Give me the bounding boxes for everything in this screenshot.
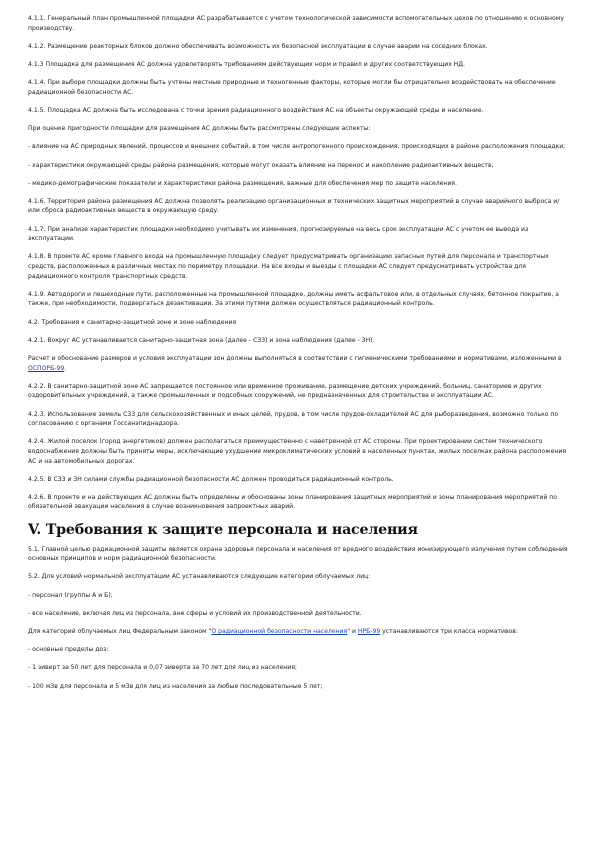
radiation-safety-law-link[interactable]: О радиационной безопасности населения	[211, 628, 348, 635]
para-4-2-4: 4.2.4. Жилой поселок (город энергетиков) должен располагаться преимущественно с наветренной от АС стороны. При проектировании систем технического водоснабжения должны быть приняты меры, исключающие ухудшение микроклиматических условий в населенных пунктах, жилых поселках района расположения АС и на автомобильных дорогах.	[28, 438, 566, 465]
para-zone-calculation	[28, 354, 570, 373]
para-norm-classes	[28, 627, 570, 637]
para-norm-classes-middle: " и	[347, 628, 358, 635]
para-norm-classes-text: Для категорий облучаемых лиц Федеральным законом "	[28, 628, 212, 635]
para-4-1-2: 4.1.2. Размещение реакторных блоков должно обеспечивать возможность их безопасной эксплуатации в случае аварии на соседних блоках.	[28, 42, 488, 50]
list-item-five-year-dose: - 100 мЗв для персонала и 5 мЗв для лиц из населения за любые последовательные 5 лет;	[28, 682, 323, 690]
list-item-natural-phenomena: - влияние на АС природных явлений, процессов и внешних событий, в том числе антропогенного происхождения, происходящих в районе расположения площадки;	[28, 143, 566, 151]
osporb-99-link[interactable]: ОСПОРБ-99	[28, 364, 65, 372]
para-4-1-6: 4.1.6. Территория района размещения АС должна позволять реализацию организационных и технических защитных мероприятий в случае аварийного выброса и/или сброса радиоактивных веществ в окружающую среду.	[28, 197, 560, 215]
para-5-1: 5.1. Главной целью радиационной защиты является охрана здоровья персонала и населения от вредного воздействия ионизирующего излучения путем соблюдения основных принципов и норм радиационной безопасности.	[28, 545, 568, 563]
para-4-2-3: 4.2.3. Использование земель СЗЗ для сельскохозяйственных и иных целей, прудов, в том числе прудов-охладителей АС для рыборазведения, возможно только по согласованию с органами Госсанэпиднадзора.	[28, 410, 559, 428]
subsection-4-2-title: 4.2. Требования к санитарно-защитной зоне и зоне наблюдения	[28, 318, 237, 326]
para-site-assessment-intro: При оценке пригодности площадки для размещения АС должны быть рассмотрены следующие аспекты:	[28, 125, 371, 133]
para-4-1-1: 4.1.1. Генеральный план промышленной площадки АС разрабатывается с учетом технологической зависимости вспомогательных цехов по отношению к основному производству.	[28, 15, 564, 32]
para-4-1-8: 4.1.8. В проекте АС кроме главного входа на промышленную площадку следует предусматривать организацию запасных путей для персонала и транспортных средств, расположенных в различных местах по периметру площадки. На все входы и выезды с площадки АС следует предусматривать устройства для радиационного контроля транспортных средств.	[28, 253, 549, 280]
list-item-dose-limits: - основные пределы доз:	[28, 646, 109, 654]
para-zone-calculation-end: .	[64, 364, 67, 372]
list-item-population: - все население, включая лиц из персонала, вне сферы и условий их производственной деятельности.	[28, 609, 362, 617]
para-4-1-5: 4.1.5. Площадка АС должна быть исследована с точки зрения радиационного воздействия АС на объекты окружающей среды и население.	[28, 106, 484, 114]
list-item-lifetime-dose: - 1 зиверт за 50 лет для персонала и 0,07 зиверта за 70 лет для лиц из населения;	[28, 664, 297, 672]
para-4-2-1: 4.2.1. Вокруг АС устанавливается санитарно-защитная зона (далее - СЗЗ) и зона наблюдения (далее - ЗН).	[28, 336, 375, 344]
section-v-heading: V. Требования к защите персонала и населения	[28, 521, 418, 538]
para-4-1-4: 4.1.4. При выборе площадки должны быть учтены местные природные и техногенные факторы, которые могли бы отрицательно воздействовать на обеспечение радиационной безопасности АС.	[28, 79, 556, 96]
list-item-personnel: - персонал (группы А и Б);	[28, 591, 113, 599]
para-4-2-6: 4.2.6. В проекте и на действующих АС должны быть определены и обоснованы зоны планирования защитных мероприятий и зоны планирования мероприятий по обязательной эвакуации населения в случае возникновения запроектных аварий.	[28, 493, 557, 511]
para-norm-classes-end: устанавливаются три класса нормативов:	[380, 628, 518, 635]
list-item-environment: - характеристики окружающей среды района размещения, которые могут оказать влияние на перенос и накопление радиоактивных веществ;	[28, 161, 494, 169]
para-zone-calculation-text: Расчет и обоснование размеров и условия эксплуатации зон должны выполняться в соответствии с гигиеническими требованиями и нормативами, изложенными в	[28, 354, 562, 362]
para-5-2: 5.2. Для условий нормальной эксплуатации АС устанавливаются следующие категории облучаемых лиц:	[28, 573, 371, 581]
document-page	[28, 14, 570, 700]
para-4-2-5: 4.2.5. В СЗЗ и ЗН силами службы радиационной безопасности АС должен проводиться радиационный контроль.	[28, 475, 394, 483]
list-item-demographics: - медико-демографические показатели и характеристики района размещения, важные для обеспечения мер по защите населения.	[28, 179, 457, 187]
para-4-1-7: 4.1.7. При анализе характеристик площадки необходимо учитывать их изменения, прогнозируемые на весь срок эксплуатации АС с учетом ее вывода из эксплуатации.	[28, 225, 529, 243]
para-4-1-3: 4.1.3 Площадка для размещения АС должна удовлетворять требованиям действующих норм и правил и других соответствующих НД.	[28, 60, 466, 68]
para-4-1-9: 4.1.9. Автодороги и пешеходные пути, расположенные на промышленной площадке, должны иметь асфальтовое или, в отдельных случаях, бетонное покрытие, а также, при необходимости, подвергаться дезактивации. За этими путями должен осуществляться радиационный контроль.	[28, 290, 560, 308]
para-4-2-2: 4.2.2. В санитарно-защитной зоне АС запрещается постоянное или временное проживание, размещение детских учреждений, больниц, санаториев и других оздоровительных учреждений, а также промышленных и подсобных сооружений, не предназначенных для строительства и эксплуатации АС.	[28, 382, 542, 400]
nrb-99-link[interactable]: НРБ-99	[357, 628, 381, 635]
